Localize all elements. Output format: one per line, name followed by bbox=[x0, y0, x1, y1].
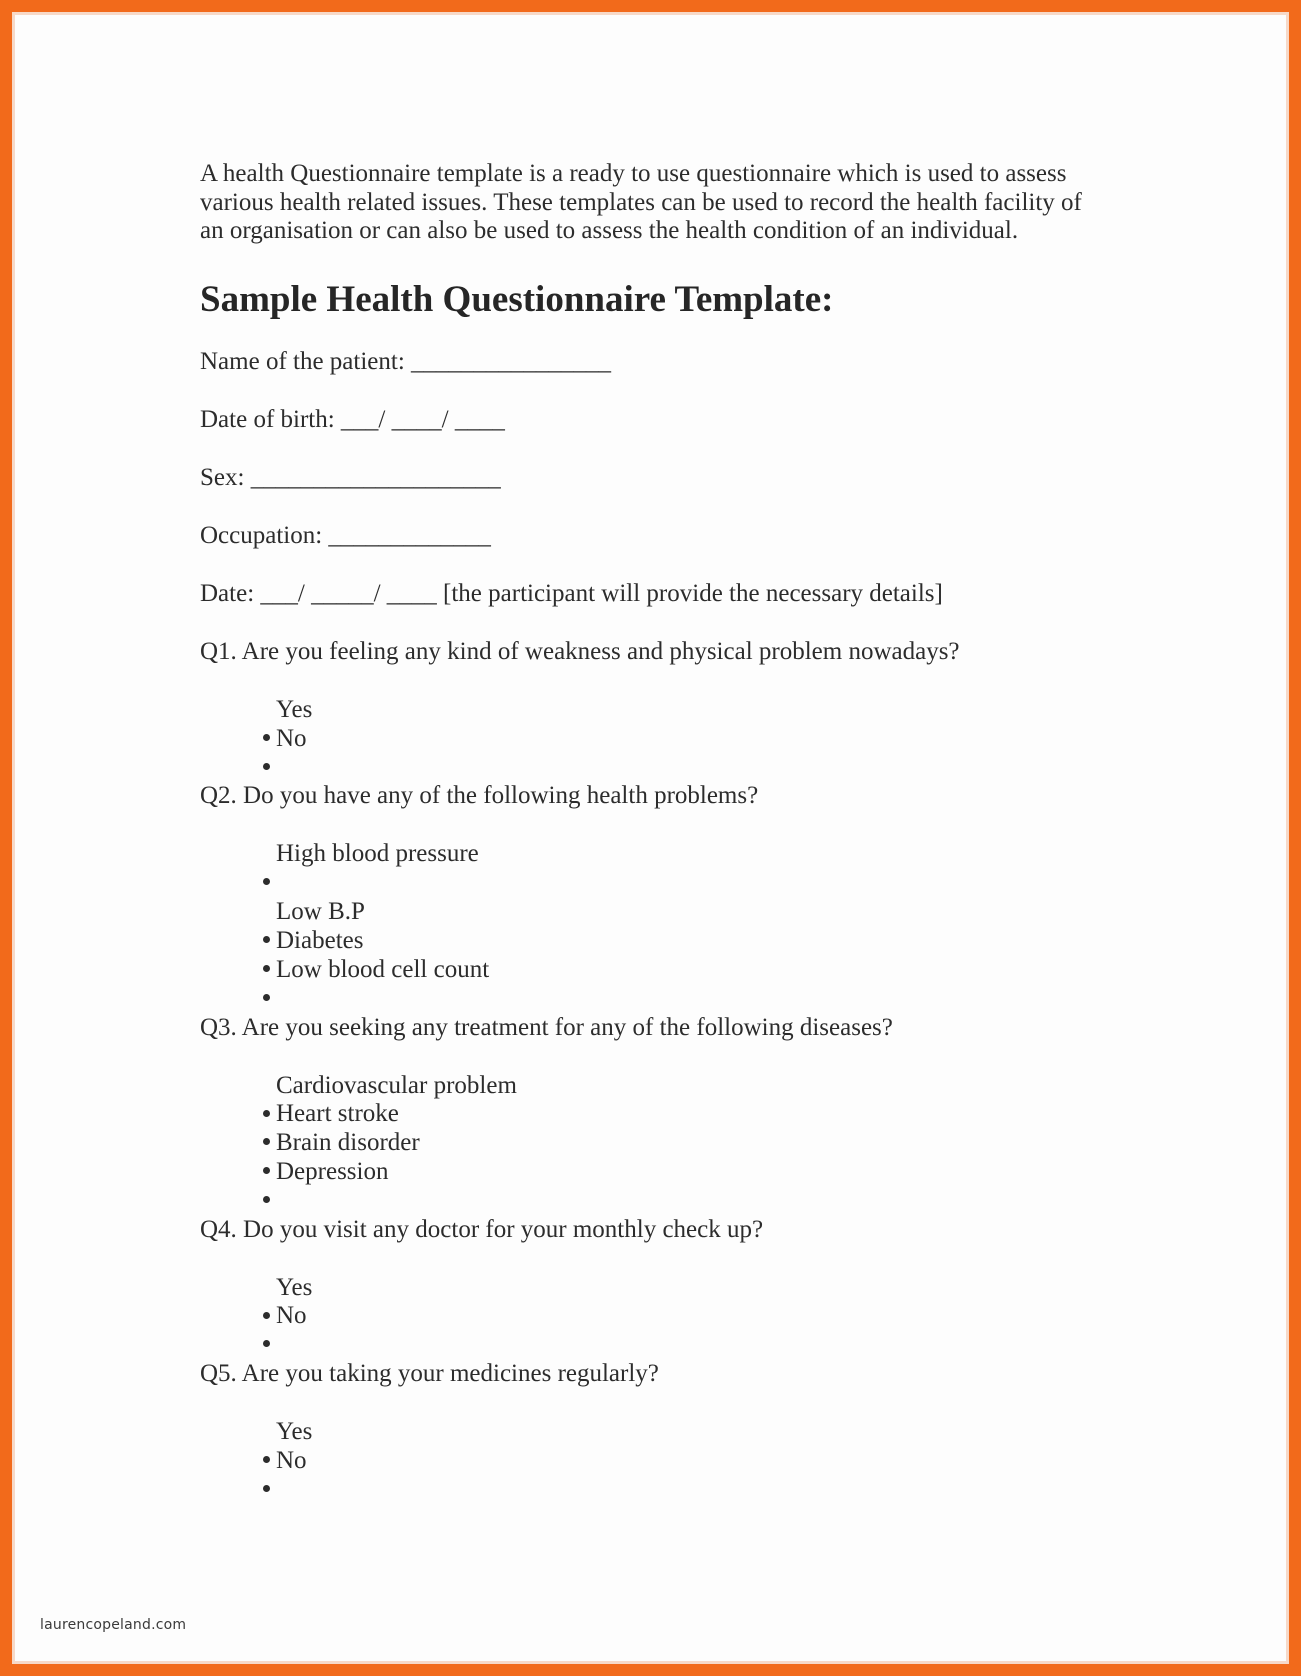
question-4: Q4. Do you visit any doctor for your monthly check up? bbox=[200, 1216, 764, 1243]
bullet-icon bbox=[263, 763, 270, 770]
option-label: Yes bbox=[276, 1274, 313, 1301]
option-label: Yes bbox=[276, 1418, 313, 1445]
option-label: Low B.P bbox=[276, 898, 365, 925]
option-label: Cardiovascular problem bbox=[276, 1072, 517, 1099]
option-label: No bbox=[276, 1447, 307, 1474]
list-item bbox=[238, 956, 490, 1068]
field-sex: Sex: ____________________ bbox=[200, 464, 501, 491]
question-3: Q3. Are you seeking any treatment for any of the following diseases? bbox=[200, 1014, 893, 1041]
option-label: Low blood cell count bbox=[276, 956, 490, 983]
option-label: No bbox=[276, 1302, 307, 1329]
field-occupation: Occupation: _____________ bbox=[200, 522, 491, 549]
list-item bbox=[238, 1302, 307, 1414]
option-label: High blood pressure bbox=[276, 840, 479, 867]
bullet-icon bbox=[263, 878, 270, 885]
page-inner-frame bbox=[12, 12, 1289, 1664]
bullet-icon bbox=[263, 1485, 270, 1492]
list-item bbox=[238, 725, 307, 837]
option-label: Heart stroke bbox=[276, 1100, 399, 1127]
question-5: Q5. Are you taking your medicines regularly? bbox=[200, 1360, 659, 1387]
field-date: Date: ___/ _____/ ____ [the participant will provide the necessary details] bbox=[200, 580, 943, 607]
field-date-of-birth: Date of birth: ___/ ____/ ____ bbox=[200, 406, 505, 433]
page-title: Sample Health Questionnaire Template: bbox=[200, 279, 834, 320]
option-label: Brain disorder bbox=[276, 1129, 420, 1156]
option-label: No bbox=[276, 725, 307, 752]
intro-paragraph: A health Questionnaire template is a ready to use questionnaire which is used to assess various health related issues. These templates can be used to record the health facility of an organisation or can also be used to assess the health condition of an individual. bbox=[200, 160, 1082, 244]
option-label: Diabetes bbox=[276, 927, 364, 954]
question-1: Q1. Are you feeling any kind of weakness and physical problem nowadays? bbox=[200, 638, 960, 665]
bullet-icon bbox=[263, 1340, 270, 1347]
question-2: Q2. Do you have any of the following health problems? bbox=[200, 782, 759, 809]
list-item bbox=[238, 1447, 307, 1559]
document-body bbox=[200, 160, 1100, 1474]
watermark-text: laurencopeland.com bbox=[40, 1617, 187, 1633]
option-label: Yes bbox=[276, 696, 313, 723]
bullet-icon bbox=[263, 994, 270, 1001]
bullet-icon bbox=[263, 1196, 270, 1203]
field-patient-name: Name of the patient: ________________ bbox=[200, 348, 612, 375]
list-item bbox=[238, 1158, 389, 1270]
option-label: Depression bbox=[276, 1158, 389, 1185]
